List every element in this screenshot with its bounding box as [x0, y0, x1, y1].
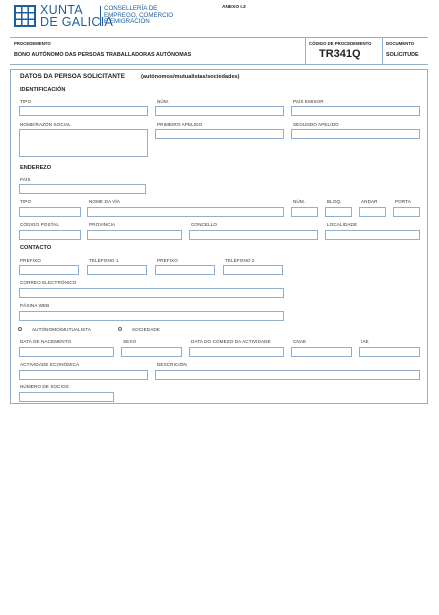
- procedure-code-label: CÓDIGO DE PROCEDEMENTO: [309, 41, 372, 46]
- cnae-label: CNAE: [293, 339, 307, 344]
- country-label: PAÍS: [20, 177, 31, 182]
- locality-label: LOCALIDADE: [327, 222, 358, 227]
- second-surname-field[interactable]: [291, 129, 420, 139]
- phone-2-field[interactable]: [223, 265, 283, 275]
- economic-activity-field[interactable]: [19, 370, 148, 380]
- prefix-2-field[interactable]: [155, 265, 215, 275]
- iae-field[interactable]: [359, 347, 420, 357]
- prefix-1-field[interactable]: [19, 265, 79, 275]
- locality-field[interactable]: [325, 230, 420, 240]
- identification-heading: IDENTIFICACIÓN: [20, 87, 66, 93]
- procedure-bar-divider-2: [382, 37, 383, 65]
- procedure-bar-divider-1: [305, 37, 306, 65]
- description-label: DESCRICIÓN: [157, 362, 187, 367]
- activity-start-date-field[interactable]: [189, 347, 284, 357]
- activity-start-date-label: DATA DO COMEZO DA ACTIVIDADE: [191, 339, 271, 344]
- second-surname-label: SEGUNDO APELIDO: [293, 122, 339, 127]
- prefix-1-label: PREFIXO: [20, 258, 41, 263]
- block-label: BLOQ.: [327, 199, 342, 204]
- issuing-country-label: PAÍS EMISOR: [293, 99, 324, 104]
- org-name: [40, 5, 113, 28]
- first-surname-field[interactable]: [155, 129, 284, 139]
- name-label: NOME/RAZÓN SOCIAL: [20, 122, 71, 127]
- name-field[interactable]: [19, 129, 148, 157]
- procedure-code: TR341Q: [319, 48, 361, 60]
- department-name: [104, 6, 173, 26]
- document-label: DOCUMENTO: [386, 41, 415, 46]
- birth-date-field[interactable]: [19, 347, 114, 357]
- header-divider: [100, 6, 101, 26]
- postal-code-field[interactable]: [19, 230, 81, 240]
- email-label: CORREO ELECTRÓNICO: [20, 280, 77, 285]
- procedure-label: PROCEDEMENTO: [14, 41, 51, 46]
- province-label: PROVINCIA: [89, 222, 116, 227]
- floor-label: ANDAR: [361, 199, 378, 204]
- self-employed-radio[interactable]: [18, 327, 22, 331]
- country-field[interactable]: [19, 184, 146, 194]
- province-field[interactable]: [87, 230, 182, 240]
- issuing-country-field[interactable]: [291, 106, 420, 116]
- cnae-field[interactable]: [291, 347, 352, 357]
- street-type-label: TIPO: [20, 199, 32, 204]
- phone-2-label: TELÉFONO 2: [225, 258, 255, 263]
- phone-1-label: TELÉFONO 1: [89, 258, 119, 263]
- website-label: PÁXINA WEB: [20, 303, 50, 308]
- description-field[interactable]: [155, 370, 420, 380]
- company-label: SOCIEDADE: [132, 327, 160, 332]
- street-number-field[interactable]: [291, 207, 318, 217]
- street-type-field[interactable]: [19, 207, 81, 217]
- partners-count-label: NÚMERO DE SOCIOS: [20, 384, 69, 389]
- sex-field[interactable]: [121, 347, 182, 357]
- id-number-label: NÚM.: [157, 99, 170, 104]
- id-type-label: TIPO: [20, 99, 32, 104]
- street-number-label: NÚM.: [293, 199, 306, 204]
- street-name-field[interactable]: [87, 207, 284, 217]
- street-name-label: NOME DA VÍA: [89, 199, 120, 204]
- dept-line-2: EMPREGO, COMERCIO: [104, 11, 174, 19]
- address-heading: ENDEREZO: [20, 165, 52, 171]
- prefix-2-label: PREFIXO: [157, 258, 178, 263]
- procedure-name: BONO AUTÓNOMO DAS PERSOAS TRABALLADORAS AUTÓNOMAS: [14, 52, 192, 58]
- door-label: PORTA: [395, 199, 411, 204]
- municipality-label: CONCELLO: [191, 222, 218, 227]
- door-field[interactable]: [393, 207, 420, 217]
- sex-label: SEXO: [123, 339, 137, 344]
- dept-line-1: CONSELLERÍA DE: [104, 5, 158, 12]
- partners-count-field[interactable]: [19, 392, 114, 402]
- contact-heading: CONTACTO: [20, 245, 52, 251]
- block-field[interactable]: [325, 207, 352, 217]
- company-radio[interactable]: [118, 327, 122, 331]
- form-subtitle: (autónomos/mutualistas/sociedades): [141, 73, 240, 80]
- org-name-line1: XUNTA: [40, 3, 83, 17]
- economic-activity-label: ACTIVIDADE ECONÓMICA: [20, 362, 80, 367]
- phone-1-field[interactable]: [87, 265, 147, 275]
- id-number-field[interactable]: [155, 106, 284, 116]
- xunta-logo-icon: [14, 5, 36, 27]
- form-title: DATOS DA PERSOA SOLICITANTE: [20, 73, 125, 80]
- email-field[interactable]: [19, 288, 284, 298]
- birth-date-label: DATA DE NACEMENTO: [20, 339, 72, 344]
- first-surname-label: PRIMEIRO APELIDO: [157, 122, 203, 127]
- org-name-line2: DE GALICIA: [40, 14, 114, 29]
- floor-field[interactable]: [359, 207, 386, 217]
- annex-label: ANEXO I.3: [222, 5, 246, 10]
- document-type: SOLICITUDE: [386, 52, 419, 58]
- dept-line-3: E EMIGRACIÓN: [104, 18, 150, 25]
- self-employed-label: AUTÓNOMO/MUTUALISTA: [32, 327, 91, 332]
- postal-code-label: CÓDIGO POSTAL: [20, 222, 59, 227]
- website-field[interactable]: [19, 311, 284, 321]
- municipality-field[interactable]: [189, 230, 318, 240]
- id-type-field[interactable]: [19, 106, 148, 116]
- iae-label: IAE: [361, 339, 369, 344]
- xunta-logo: [14, 5, 36, 27]
